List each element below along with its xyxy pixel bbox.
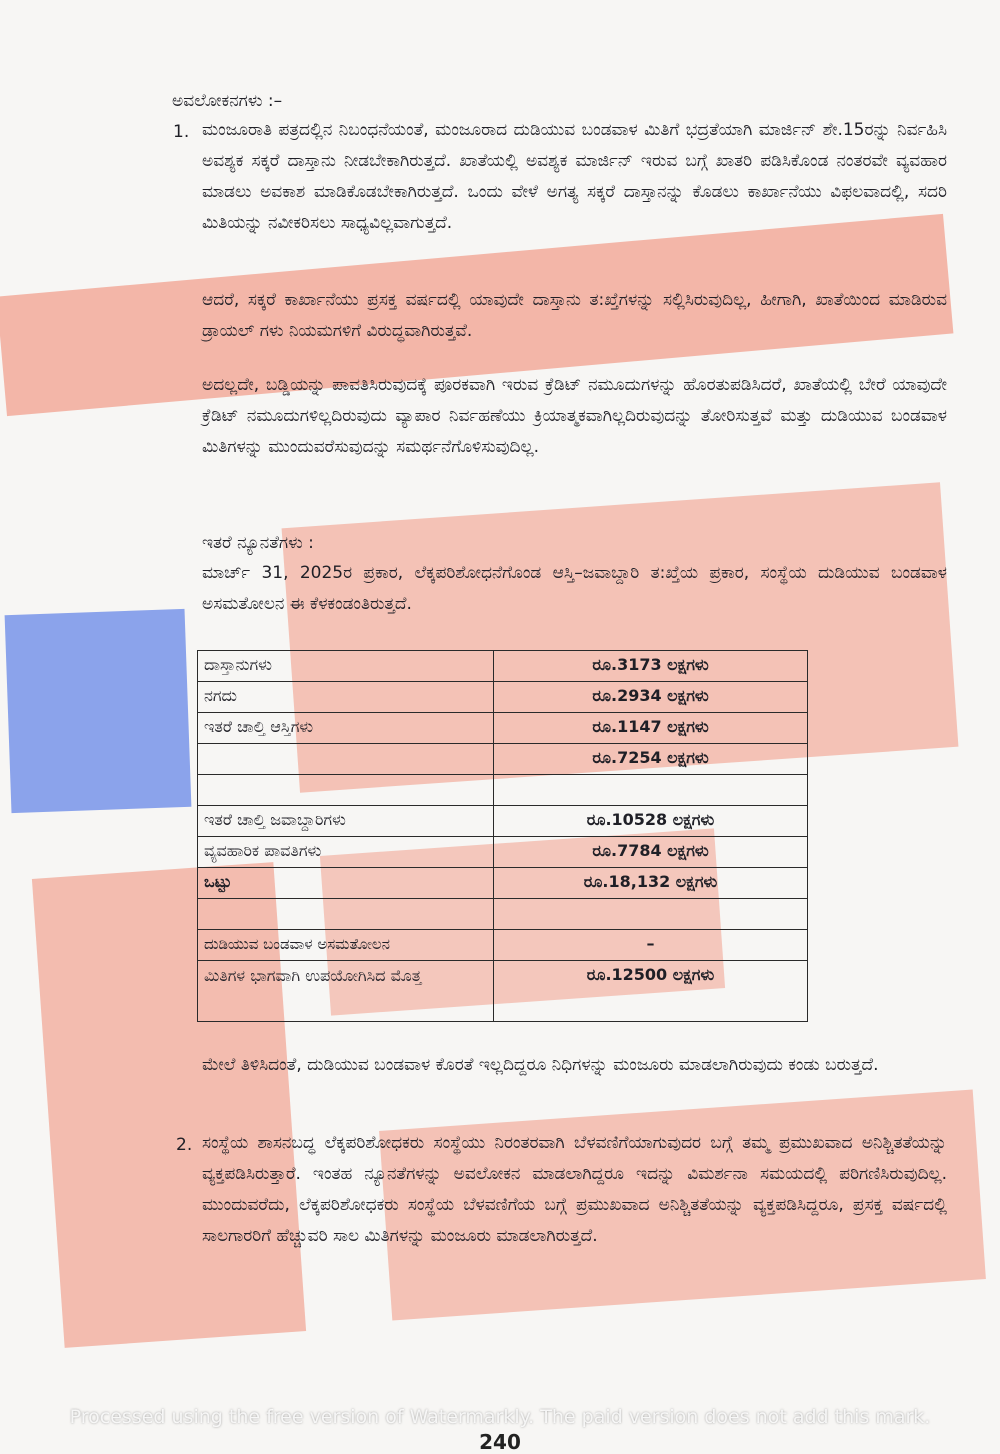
table-row bbox=[198, 775, 808, 806]
working-capital-table bbox=[197, 650, 808, 1022]
item-1-number: 1. bbox=[173, 122, 190, 142]
table-cell-label: ದುಡಿಯುವ ಬಂಡವಾಳ ಅಸಮತೋಲನ bbox=[198, 930, 494, 961]
table-cell-label: ನಗದು bbox=[198, 682, 494, 713]
item-2-text: ಸಂಸ್ಥೆಯ ಶಾಸನಬದ್ಧ ಲೆಕ್ಕಪರಿಶೋಧಕರು ಸಂಸ್ಥೆಯು ನಿರಂತರವಾಗಿ ಬೆಳವಣಿಗೆಯಾಗುವುದರ ಬಗ್ಗೆ ತಮ್ಮ ಪ್ರಮುಖವಾದ ಅನಿಶ್ಚಿತತೆಯನ್ನು ವ್ಯಕ್ತಪಡಿಸಿರುತ್ತಾರೆ. ಇಂತಹ ನ್ಯೂನತೆಗಳನ್ನು ಅವಲೋಕನ ಮಾಡಲಾಗಿದ್ದರೂ ಇದನ್ನು ವಿಮರ್ಶನಾ ಸಮಯದಲ್ಲಿ ಪರಿಗಣಿಸಿರುವುದಿಲ್ಲ. ಮುಂದುವರೆದು, ಲೆಕ್ಕಪರಿಶೋಧಕರು ಸಂಸ್ಥೆಯ ಬೆಳವಣಿಗೆಯ ಬಗ್ಗೆ ಪ್ರಮುಖವಾದ ಅನಿಶ್ಚಿತತೆಯನ್ನು ವ್ಯಕ್ತಪಡಿಸಿದ್ದರೂ, ಪ್ರಸಕ್ತ ವರ್ಷದಲ್ಲಿ ಸಾಲಗಾರರಿಗೆ ಹೆಚ್ಚುವರಿ ಸಾಲ ಮಿತಿಗಳನ್ನು ಮಂಜೂರು ಮಾಡಲಾಗಿರುತ್ತದೆ. bbox=[202, 1133, 947, 1246]
table-cell-value: – bbox=[494, 930, 808, 961]
table-cell-label: ವ್ಯವಹಾರಿಕ ಪಾವತಿಗಳು bbox=[198, 837, 494, 868]
table-row bbox=[198, 744, 808, 775]
table-cell-label: ಒಟ್ಟು bbox=[198, 868, 494, 899]
paragraph-5: ಮೇಲೆ ತಿಳಿಸಿದಂತೆ, ದುಡಿಯುವ ಬಂಡವಾಳ ಕೊರತೆ ಇಲ್ಲದಿದ್ದರೂ ನಿಧಿಗಳನ್ನು ಮಂಜೂರು ಮಾಡಲಾಗಿರುವುದು ಕಂಡು ಬರುತ್ತದೆ. bbox=[202, 1055, 879, 1075]
table-cell-value: ರೂ.7784 ಲಕ್ಷಗಳು bbox=[494, 837, 808, 868]
table-cell-value: ರೂ.10528 ಲಕ್ಷಗಳು bbox=[494, 806, 808, 837]
table-row bbox=[198, 837, 808, 868]
table-cell-value: ರೂ.1147 ಲಕ್ಷಗಳು bbox=[494, 713, 808, 744]
table-cell-label: ಇತರೆ ಚಾಲ್ತಿ ಜವಾಬ್ದಾರಿಗಳು bbox=[198, 806, 494, 837]
page-number: 240 bbox=[479, 1430, 521, 1454]
item-1-text: ಮಂಜೂರಾತಿ ಪತ್ರದಲ್ಲಿನ ನಿಬಂಧನೆಯಂತೆ, ಮಂಜೂರಾದ ದುಡಿಯುವ ಬಂಡವಾಳ ಮಿತಿಗೆ ಭದ್ರತೆಯಾಗಿ ಮಾರ್ಜಿನ್ ಶೇ.15ರನ್ನು ನಿರ್ವಹಿಸಿ ಅವಶ್ಯಕ ಸಕ್ಕರೆ ದಾಸ್ತಾನು ನೀಡಬೇಕಾಗಿರುತ್ತದೆ. ಖಾತೆಯಲ್ಲಿ ಅವಶ್ಯಕ ಮಾರ್ಜಿನ್ ಇರುವ ಬಗ್ಗೆ ಖಾತರಿ ಪಡಿಸಿಕೊಂಡ ನಂತರವೇ ವ್ಯವಹಾರ ಮಾಡಲು ಅವಕಾಶ ಮಾಡಿಕೊಡಬೇಕಾಗಿರುತ್ತದೆ. ಒಂದು ವೇಳೆ ಅಗತ್ಯ ಸಕ್ಕರೆ ದಾಸ್ತಾನನ್ನು ಕೊಡಲು ಕಾರ್ಖಾನೆಯು ವಿಫಲವಾದಲ್ಲಿ, ಸದರಿ ಮಿತಿಯನ್ನು ನವೀಕರಿಸಲು ಸಾಧ್ಯವಿಲ್ಲವಾಗುತ್ತದೆ. bbox=[202, 120, 947, 233]
paragraph-3: ಅದಲ್ಲದೇ, ಬಡ್ಡಿಯನ್ನು ಪಾವತಿಸಿರುವುದಕ್ಕೆ ಪೂರಕವಾಗಿ ಇರುವ ಕ್ರೆಡಿಟ್ ನಮೂದುಗಳನ್ನು ಹೊರತುಪಡಿಸಿದರೆ, ಖಾತೆಯಲ್ಲಿ ಬೇರೆ ಯಾವುದೇ ಕ್ರೆಡಿಟ್ ನಮೂದುಗಳಿಲ್ಲದಿರುವುದು ವ್ಯಾಪಾರ ನಿರ್ವಹಣೆಯು ಕ್ರಿಯಾತ್ಮಕವಾಗಿಲ್ಲದಿರುವುದನ್ನು ತೋರಿಸುತ್ತವೆ ಮತ್ತು ದುಡಿಯುವ ಬಂಡವಾಳ ಮಿತಿಗಳನ್ನು ಮುಂದುವರೆಸುವುದನ್ನು ಸಮರ್ಥನೆಗೊಳಿಸುವುದಿಲ್ಲ. bbox=[202, 375, 947, 457]
table-cell-label bbox=[198, 744, 494, 775]
table-cell-label bbox=[198, 775, 494, 806]
table-cell-value: ರೂ.3173 ಲಕ್ಷಗಳು bbox=[494, 651, 808, 682]
watermark-blue-block bbox=[5, 609, 192, 813]
table-row bbox=[198, 651, 808, 682]
table-cell-label: ಇತರೆ ಚಾಲ್ತಿ ಆಸ್ತಿಗಳು bbox=[198, 713, 494, 744]
table-cell-value: ರೂ.18,132 ಲಕ್ಷಗಳು bbox=[494, 868, 808, 899]
watermark-footer-text: Processed using the free version of Watermarkly. The paid version does not add this mark. bbox=[69, 1406, 931, 1428]
paragraph-2: ಆದರೆ, ಸಕ್ಕರೆ ಕಾರ್ಖಾನೆಯು ಪ್ರಸಕ್ತ ವರ್ಷದಲ್ಲಿ ಯಾವುದೇ ದಾಸ್ತಾನು ತ:ಖ್ತೆಗಳನ್ನು ಸಲ್ಲಿಸಿರುವುದಿಲ್ಲ, ಹೀಗಾಗಿ, ಖಾತೆಯಿಂದ ಮಾಡಿರುವ ಡ್ರಾಯಲ್ ಗಳು ನಿಯಮಗಳಿಗೆ ವಿರುದ್ಧವಾಗಿರುತ್ತವೆ. bbox=[202, 290, 947, 341]
table-cell-label: ದಾಸ್ತಾನುಗಳು bbox=[198, 651, 494, 682]
table-row bbox=[198, 961, 808, 1022]
table-row bbox=[198, 806, 808, 837]
table-cell-value: ರೂ.7254 ಲಕ್ಷಗಳು bbox=[494, 744, 808, 775]
table-cell-label bbox=[198, 899, 494, 930]
sub-heading: ಇತರೆ ನ್ಯೂನತೆಗಳು : bbox=[202, 533, 314, 553]
table-cell-value bbox=[494, 899, 808, 930]
table-cell-label: ಮಿತಿಗಳ ಭಾಗವಾಗಿ ಉಪಯೋಗಿಸಿದ ಮೊತ್ತ bbox=[198, 961, 494, 1022]
table-cell-value bbox=[494, 775, 808, 806]
table-row bbox=[198, 930, 808, 961]
item-2-number: 2. bbox=[176, 1135, 193, 1155]
section-heading: ಅವಲೋಕನಗಳು :– bbox=[172, 91, 283, 111]
table-cell-value: ರೂ.2934 ಲಕ್ಷಗಳು bbox=[494, 682, 808, 713]
table-row bbox=[198, 713, 808, 744]
table-row bbox=[198, 868, 808, 899]
paragraph-4: ಮಾರ್ಚ್ 31, 2025ರ ಪ್ರಕಾರ, ಲೆಕ್ಕಪರಿಶೋಧನೆಗೊಂಡ ಆಸ್ತಿ–ಜವಾಬ್ದಾರಿ ತ:ಖ್ತೆಯ ಪ್ರಕಾರ, ಸಂಸ್ಥೆಯ ದುಡಿಯುವ ಬಂಡವಾಳ ಅಸಮತೋಲನ ಈ ಕೆಳಕಂಡಂತಿರುತ್ತದೆ. bbox=[202, 563, 947, 614]
table-row bbox=[198, 899, 808, 930]
table-cell-value: ರೂ.12500 ಲಕ್ಷಗಳು bbox=[494, 961, 808, 1022]
table-row bbox=[198, 682, 808, 713]
